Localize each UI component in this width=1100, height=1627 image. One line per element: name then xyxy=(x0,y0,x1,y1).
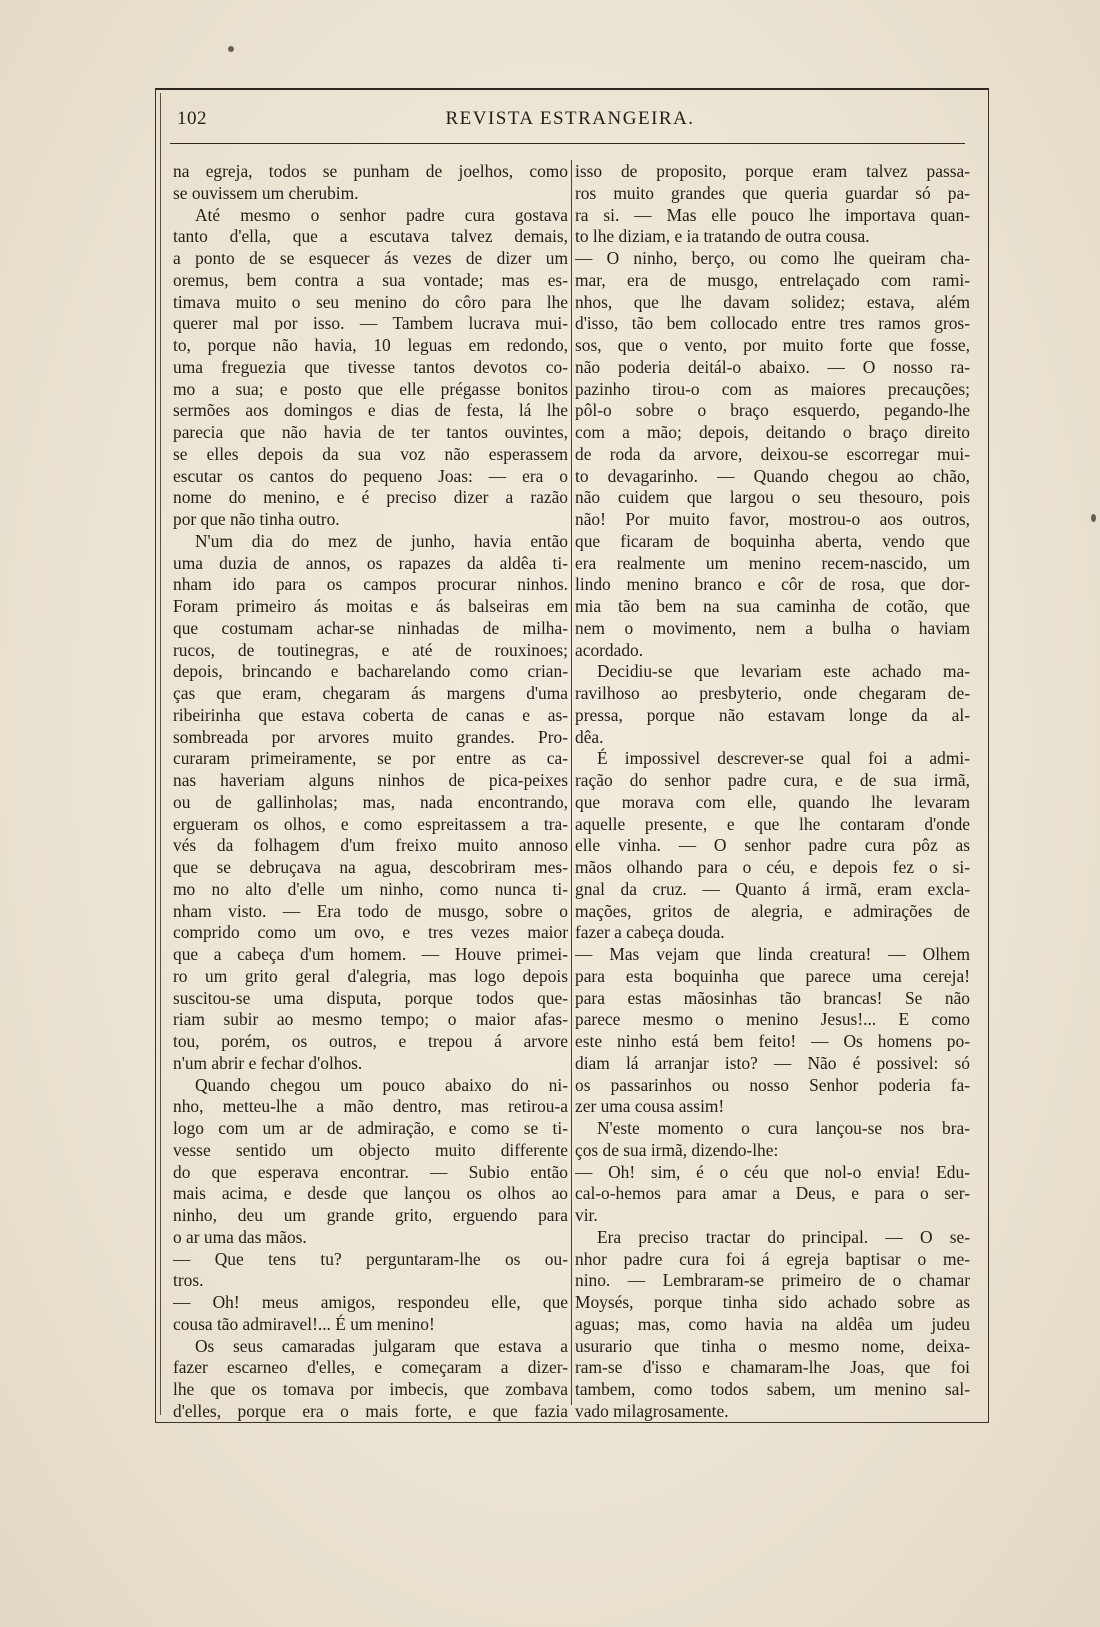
text-line: ro um grito geral d'alegria, mas logo depois xyxy=(173,965,568,986)
text-line: usurario que tinha o mesmo nome, deixa- xyxy=(575,1335,970,1356)
text-line: — Oh! meus amigos, respondeu elle, que xyxy=(173,1292,568,1312)
text-line: N'um dia do mez de junho, havia então xyxy=(195,530,568,551)
text-line: comprido como um ovo, e tres vezes maior xyxy=(173,922,568,943)
text-line: aguas; mas, como havia na aldêa um judeu xyxy=(575,1313,970,1334)
column-divider xyxy=(571,160,572,1405)
text-line: não cuidem que largou o seu thesouro, pois xyxy=(575,487,970,508)
text-line: aquelle presente, e que lhe contaram d'onde xyxy=(575,813,970,834)
text-line: do que esperava encontrar. — Subio então xyxy=(173,1161,568,1182)
text-line: querer mal por isso. — Tambem lucrava mui- xyxy=(173,313,568,334)
text-line: pressa, porque não estavam longe da al- xyxy=(575,704,970,725)
text-line: nhor padre cura foi á egreja baptisar o me- xyxy=(575,1248,970,1269)
text-line: mia tão bem na sua caminha de cotão, que xyxy=(575,596,970,616)
text-line: to lhe diziam, e ia tratando de outra cousa. xyxy=(575,226,870,247)
text-line: lhe que os tomava por imbecis, que zombava xyxy=(173,1379,568,1399)
text-line: ros muito grandes que queria guardar só pa- xyxy=(575,182,970,203)
page-number: 102 xyxy=(177,108,207,129)
text-line: nem o movimento, nem a bulha o haviam xyxy=(575,617,970,638)
text-line: escutar os cantos do pequeno Joas: — era o xyxy=(173,465,568,486)
text-line: — O ninho, berço, ou como lhe queiram cha- xyxy=(575,248,970,268)
text-line: d'elles, porque era o mais forte, e que fazia xyxy=(173,1400,568,1421)
text-line: nome do menino, e é preciso dizer a razão xyxy=(173,487,568,508)
text-line: se elles depois da sua voz não esperassem xyxy=(173,443,568,464)
text-line: cousa tão admiravel!... É um menino! xyxy=(173,1313,435,1334)
text-line: não poderia deitál-o abaixo. — O nosso ra- xyxy=(575,356,970,377)
text-line: vado milagrosamente. xyxy=(575,1400,729,1421)
text-line: ribeirinha que estava coberta de canas e as- xyxy=(173,704,568,725)
text-line: que costumam achar-se ninhadas de milha- xyxy=(173,617,568,638)
text-line: Quando chegou um pouco abaixo do ni- xyxy=(195,1074,568,1095)
text-line: uma freguezia que tivesse tantos devotos co- xyxy=(173,356,568,377)
text-line: para esta boquinha que parece uma cereja! xyxy=(575,965,970,986)
paper-speck xyxy=(1091,514,1096,522)
text-line: dêa. xyxy=(575,726,604,747)
text-line: tambem, como todos sabem, um menino sal- xyxy=(575,1379,970,1399)
text-line: não! Por muito favor, mostrou-o aos outros, xyxy=(575,509,970,529)
text-line: ravilhoso ao presbyterio, onde chegaram de- xyxy=(575,683,970,703)
text-line: curaram primeiramente, se por entre as ca- xyxy=(173,748,568,769)
text-line: riam subir ao mesmo tempo; o maior afas- xyxy=(173,1009,568,1030)
text-line: timava muito o seu menino do côro para lhe xyxy=(173,291,568,312)
text-line: nino. — Lembraram-se primeiro de o chamar xyxy=(575,1270,970,1291)
text-line: que ficaram de boquinha aberta, vendo que xyxy=(575,530,970,551)
text-line: n'um abrir e fechar d'olhos. xyxy=(173,1052,363,1073)
text-line: tanto d'ella, que a escutava talvez demais, xyxy=(173,226,568,247)
text-line: diam lá arranjar isto? — Não é possivel: só xyxy=(575,1052,970,1073)
text-line: este ninho está bem feito! — Os homens po- xyxy=(575,1031,970,1051)
text-line: suscitou-se uma disputa, porque todos que- xyxy=(173,987,568,1008)
text-line: parece mesmo o menino Jesus!... E como xyxy=(575,1009,970,1030)
text-line: que se debruçava na agua, descobriram mes- xyxy=(173,857,568,877)
text-line: ças que eram, chegaram ás margens d'uma xyxy=(173,683,568,703)
text-line: logo com um ar de admiração, e como se ti- xyxy=(173,1118,568,1138)
text-line: nho, metteu-lhe a mão dentro, mas retirou-a xyxy=(173,1096,568,1117)
text-line: de roda da arvore, deixou-se escorregar mui- xyxy=(575,443,970,464)
text-line: pazinho tirou-o com as maiores precauções; xyxy=(575,378,970,399)
text-line: — Que tens tu? perguntaram-lhe os ou- xyxy=(173,1248,568,1269)
text-line: — Mas vejam que linda creatura! — Olhem xyxy=(575,944,970,964)
page-header xyxy=(175,100,965,140)
text-line: vir. xyxy=(575,1205,598,1225)
text-line: com a mão; depois, deitando o braço direito xyxy=(575,422,970,442)
text-line: d'isso, tão bem collocado entre tres ramos gros- xyxy=(575,313,970,334)
text-line: fazer escarneo d'elles, e começaram a dizer- xyxy=(173,1357,568,1378)
text-line: acordado. xyxy=(575,639,644,660)
text-line: mações, gritos de alegria, e admirações de xyxy=(575,900,970,921)
right-column xyxy=(575,161,970,1423)
text-line: ou de gallinholas; mas, nada encontrando, xyxy=(173,791,568,812)
text-line: por que não tinha outro. xyxy=(173,509,340,529)
header-rule xyxy=(170,143,965,144)
text-line: mo no alto d'elle um ninho, como nunca ti- xyxy=(173,878,568,899)
text-line: cal-o-hemos para amar a Deus, e para o ser- xyxy=(575,1183,970,1204)
text-line: isso de proposito, porque eram talvez passa- xyxy=(575,161,970,181)
text-line: ração do senhor padre cura, e de sua irmã, xyxy=(575,770,970,790)
text-line: zer uma cousa assim! xyxy=(575,1096,725,1117)
running-title: REVISTA ESTRANGEIRA. xyxy=(445,108,695,129)
text-line: se ouvissem um cherubim. xyxy=(173,182,359,203)
text-line: É impossivel descrever-se qual foi a admi- xyxy=(597,748,970,769)
text-line: para estas mãosinhas tão brancas! Se não xyxy=(575,987,970,1008)
text-line: nas haveriam alguns ninhos de pica-peixes xyxy=(173,770,568,790)
text-line: os passarinhos ou nosso Senhor poderia fa- xyxy=(575,1074,970,1095)
text-line: ergueram os olhos, e como espreitassem a tra- xyxy=(173,813,568,834)
text-line: na egreja, todos se punham de joelhos, como xyxy=(173,161,568,181)
left-column xyxy=(173,161,568,1423)
text-line: nham visto. — Era todo de musgo, sobre o xyxy=(173,900,568,921)
text-line: pôl-o sobre o braço esquerdo, pegando-lhe xyxy=(575,400,970,421)
text-line: mãos olhando para o céu, e depois fez o si- xyxy=(575,857,970,877)
text-line: sombreada por arvores muito grandes. Pro- xyxy=(173,726,568,747)
text-line: gnal da cruz. — Quanto á irmã, eram excla- xyxy=(575,878,970,899)
text-line: fazer a cabeça douda. xyxy=(575,922,725,943)
text-line: tros. xyxy=(173,1270,204,1291)
text-line: Decidiu-se que levariam este achado ma- xyxy=(597,661,970,682)
text-line: to devagarinho. — Quando chegou ao chão, xyxy=(575,465,970,486)
text-line: elle vinha. — O senhor padre cura pôz as xyxy=(575,835,970,856)
text-line: N'este momento o cura lançou-se nos bra- xyxy=(597,1118,970,1138)
text-line: ra si. — Mas elle pouco lhe importava quan- xyxy=(575,204,970,225)
text-line: mo a sua; e posto que elle prégasse bonitos xyxy=(173,378,568,399)
text-line: tou, porém, os outros, e trepou á arvore xyxy=(173,1031,568,1051)
text-line: depois, brincando e bacharelando como crian- xyxy=(173,661,568,682)
text-line: mar, era de musgo, entrelaçado com rami- xyxy=(575,269,970,290)
paper-speck xyxy=(228,46,234,52)
text-line: oremus, bem contra a sua vontade; mas es- xyxy=(173,269,568,290)
text-line: lindo menino branco e côr de rosa, que dor- xyxy=(575,574,970,595)
text-line: Moysés, porque tinha sido achado sobre as xyxy=(575,1292,970,1312)
text-line: to, porque não havia, 10 leguas em redondo, xyxy=(173,335,568,355)
text-line: que morava com elle, quando lhe levaram xyxy=(575,791,970,812)
text-line: Os seus camaradas julgaram que estava a xyxy=(195,1335,568,1356)
text-line: rucos, de toutinegras, e até de rouxinoes; xyxy=(173,639,568,660)
text-line: ram-se d'isso e chamaram-lhe Joas, que foi xyxy=(575,1357,970,1378)
text-line: vés da folhagem d'um freixo muito annoso xyxy=(173,835,568,856)
text-line: que a cabeça d'um homem. — Houve primei- xyxy=(173,944,568,964)
text-line: parecia que não havia de ter tantos ouvintes, xyxy=(173,422,568,442)
text-line: ninho, deu um grande grito, erguendo para xyxy=(173,1205,568,1225)
text-line: o ar uma das mãos. xyxy=(173,1226,307,1247)
text-line: mais acima, e desde que lançou os olhos ao xyxy=(173,1183,568,1204)
text-line: Foram primeiro ás moitas e ás balseiras em xyxy=(173,596,568,616)
text-line: nhos, que lhe davam solidez; estava, além xyxy=(575,291,970,312)
text-line: — Oh! sim, é o céu que nol-o envia! Edu- xyxy=(575,1161,970,1182)
text-line: Até mesmo o senhor padre cura gostava xyxy=(195,204,568,225)
text-line: nham ido para os campos procurar ninhos. xyxy=(173,574,568,595)
text-line: a ponto de se esquecer ás vezes de dizer um xyxy=(173,248,568,268)
text-line: sos, que o vento, por muito forte que fosse, xyxy=(575,335,970,355)
text-line: sermões aos domingos e dias de festa, lá lhe xyxy=(173,400,568,421)
text-line: uma duzia de annos, os rapazes da aldêa ti- xyxy=(173,552,568,573)
text-line: era realmente um menino recem-nascido, um xyxy=(575,552,970,573)
text-line: vesse sentido um objecto muito differente xyxy=(173,1139,568,1160)
text-line: Era preciso tractar do principal. — O se- xyxy=(597,1226,970,1247)
text-line: ços de sua irmã, dizendo-lhe: xyxy=(575,1139,779,1160)
